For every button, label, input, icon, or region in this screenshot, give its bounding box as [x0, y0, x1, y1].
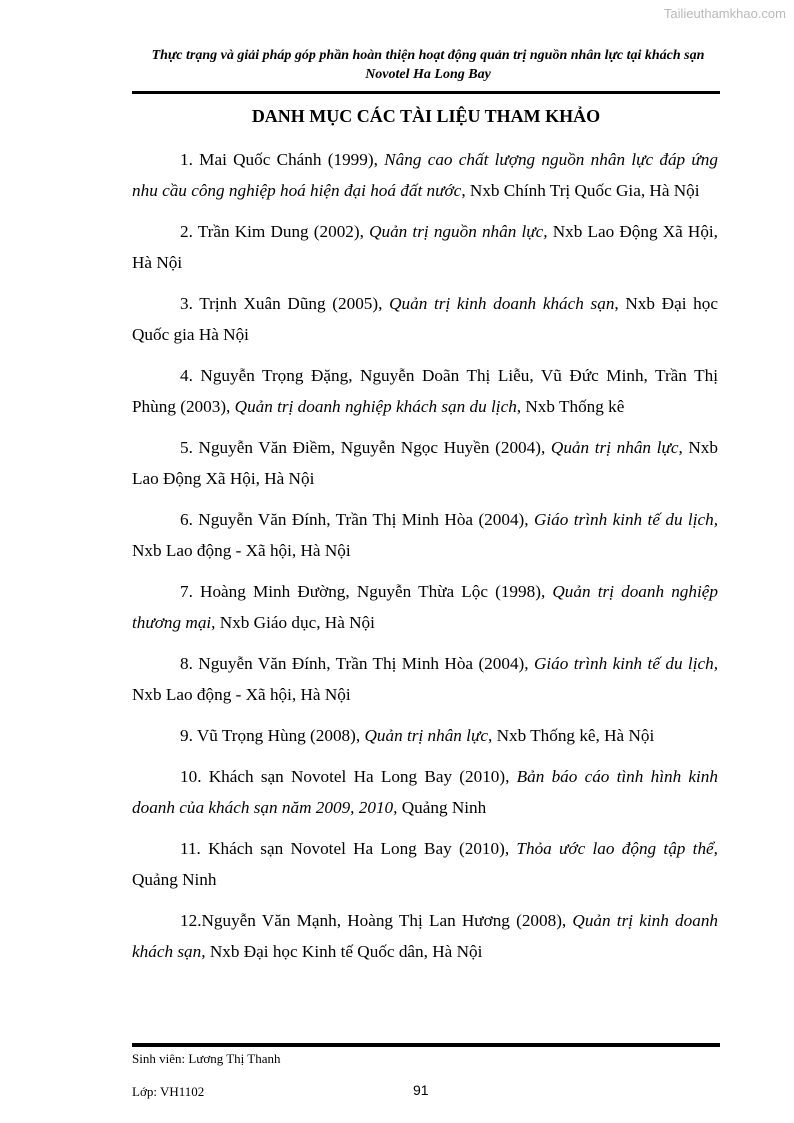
reference-item	[132, 360, 718, 422]
reference-title: Bản báo cáo tình hình kinh doanh của khách sạn năm 2009, 2010	[132, 767, 718, 817]
reference-authors: 2. Trần Kim Dung (2002),	[180, 222, 370, 241]
reference-publisher: Nxb Lao động - Xã hội, Hà Nội	[132, 685, 351, 704]
reference-authors: 9. Vũ Trọng Hùng (2008),	[180, 726, 365, 745]
reference-authors: 5. Nguyễn Văn Điềm, Nguyễn Ngọc Huyền (2004),	[180, 438, 551, 457]
reference-authors: 7. Hoàng Minh Đường, Nguyễn Thừa Lộc (1998),	[180, 582, 553, 601]
reference-publisher: , Nxb Thống kê	[516, 397, 625, 416]
reference-publisher: Nxb Giáo dục, Hà Nội	[215, 613, 375, 632]
reference-authors: 4. Nguyễn Trọng Đặng, Nguyễn Doãn Thị Liễu, Vũ Đức Minh, Trần Thị Phùng (2003),	[132, 366, 718, 416]
reference-title: Quản trị doanh nghiệp thương mại,	[132, 582, 718, 632]
reference-title: Thỏa ước lao động tập thể,	[516, 839, 718, 858]
footer-class: Lớp: VH1102	[132, 1084, 205, 1099]
page-title: DANH MỤC CÁC TÀI LIỆU THAM KHẢO	[251, 106, 601, 126]
reference-publisher: , Nxb Chính Trị Quốc Gia, Hà Nội	[461, 181, 700, 200]
reference-title: Giáo trình kinh tế du lịch,	[533, 654, 719, 673]
reference-title: Quản trị doanh nghiệp khách sạn du lịch	[234, 397, 517, 416]
reference-item	[132, 504, 718, 566]
reference-title: Nâng cao chất lượng nguồn nhân lực đáp ứng nhu cầu công nghiệp hoá hiện đại hoá đất nước	[132, 150, 718, 200]
reference-publisher: Nxb Lao động - Xã hội, Hà Nội	[132, 541, 351, 560]
reference-title: Quản trị kinh doanh khách sạn,	[132, 911, 719, 961]
reference-title: Quản trị nhân lực,	[550, 438, 683, 457]
reference-item	[132, 905, 718, 967]
running-header	[118, 46, 738, 84]
reference-item	[132, 833, 718, 895]
reference-list	[132, 144, 718, 977]
reference-publisher: Nxb Lao Động Xã Hội, Hà Nội	[132, 438, 718, 488]
header-line-2: Novotel Ha Long Bay	[365, 67, 491, 82]
reference-item	[132, 720, 718, 751]
reference-item	[132, 144, 718, 206]
reference-title: Quản trị kinh doanh khách sạn	[389, 294, 615, 313]
reference-publisher: Quảng Ninh	[132, 870, 217, 889]
reference-authors: 10. Khách sạn Novotel Ha Long Bay (2010),	[180, 767, 517, 786]
footer-rule	[132, 1043, 720, 1047]
reference-title: Giáo trình kinh tế du lịch,	[533, 510, 719, 529]
reference-authors: 1. Mai Quốc Chánh (1999),	[180, 150, 385, 169]
reference-authors: 3. Trịnh Xuân Dũng (2005),	[180, 294, 390, 313]
reference-item	[132, 216, 718, 278]
header-rule	[132, 91, 720, 94]
reference-item	[132, 648, 718, 710]
watermark: Tailieuthamkhao.com	[663, 6, 786, 21]
footer-student: Sinh viên: Lương Thị Thanh	[132, 1051, 281, 1066]
page-number: 91	[413, 1082, 429, 1098]
reference-publisher: Nxb Lao Động Xã Hội, Hà Nội	[132, 222, 718, 272]
reference-publisher: Nxb Đại học Kinh tế Quốc dân, Hà Nội	[205, 942, 483, 961]
reference-item	[132, 576, 718, 638]
reference-authors: 8. Nguyễn Văn Đính, Trần Thị Minh Hòa (2004),	[180, 654, 534, 673]
reference-authors: 11. Khách sạn Novotel Ha Long Bay (2010),	[180, 839, 517, 858]
reference-title: Quản trị nguồn nhân lực,	[369, 222, 548, 241]
reference-item	[132, 432, 718, 494]
reference-publisher: , Quảng Ninh	[393, 798, 487, 817]
header-line-1: Thực trạng và giải pháp góp phần hoàn thiện hoạt động quản trị nguồn nhân lực tại khách sạn	[151, 48, 705, 63]
reference-item	[132, 288, 718, 350]
reference-item	[132, 761, 718, 823]
reference-publisher: , Nxb Thống kê, Hà Nội	[487, 726, 655, 745]
reference-authors: 12.Nguyễn Văn Mạnh, Hoàng Thị Lan Hương (2008),	[180, 911, 573, 930]
reference-authors: 6. Nguyễn Văn Đính, Trần Thị Minh Hòa (2004),	[180, 510, 534, 529]
reference-title: Quản trị nhân lực	[364, 726, 488, 745]
reference-publisher: , Nxb Đại học Quốc gia Hà Nội	[132, 294, 718, 344]
